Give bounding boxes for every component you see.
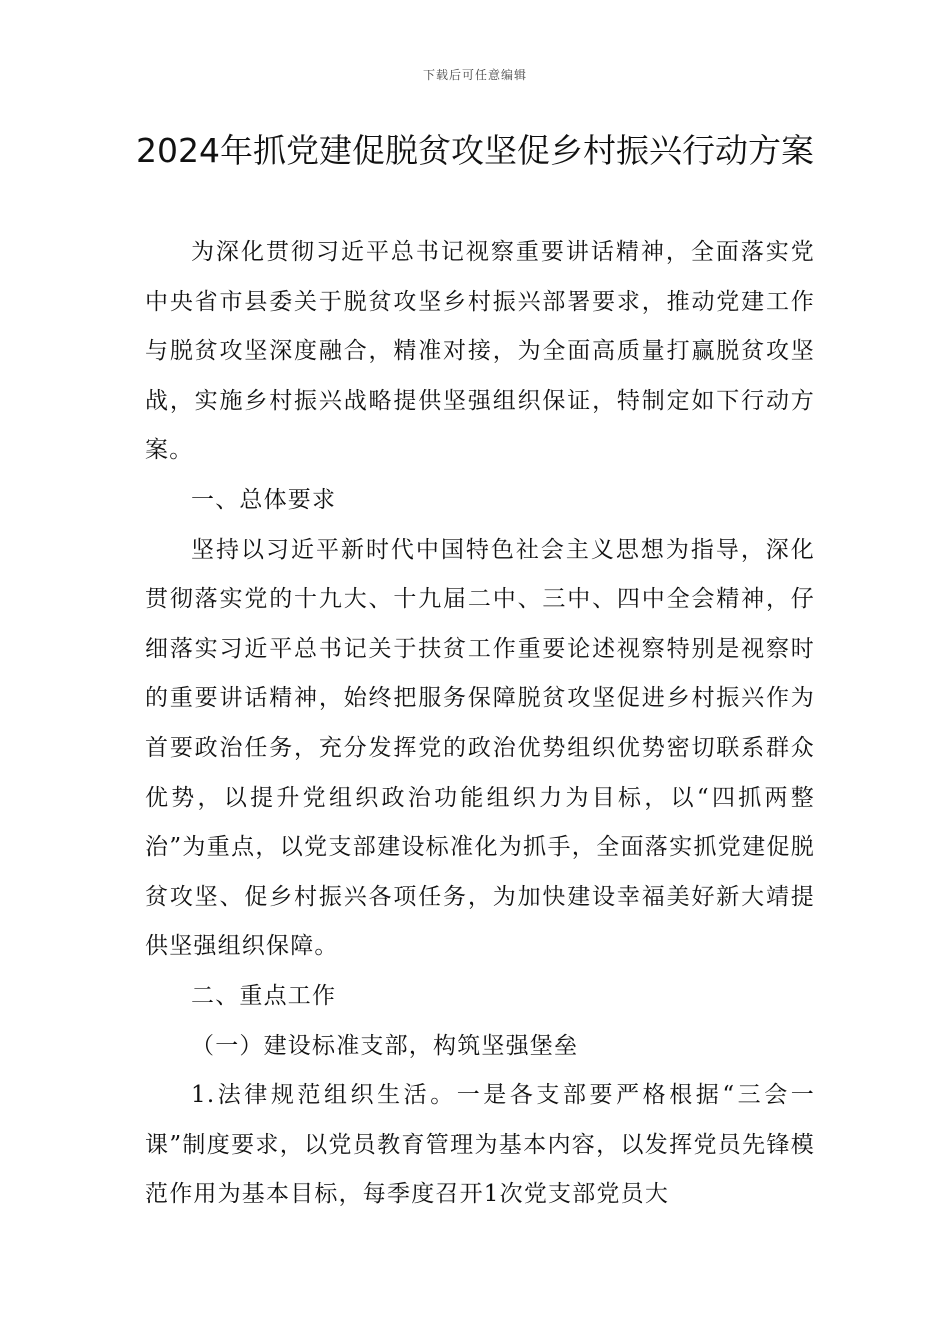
section-heading-general-requirements: 一、总体要求 <box>191 486 337 513</box>
intro-paragraph: 为深化贯彻习近平总书记视察重要讲话精神，全面落实党中央省市县委关于脱贫攻坚乡村振兴部署要求，推动党建工作与脱贫攻坚深度融合，精准对接，为全面高质量打赢脱贫攻坚战，实施乡村振兴战略提供坚强组织保证，特制定如下行动方案。 <box>145 239 815 464</box>
subsection-heading-standard-branch: （一）建设标准支部，构筑坚强堡垒 <box>191 1032 579 1059</box>
header-note: 下载后可任意编辑 <box>422 68 527 82</box>
general-requirements-paragraph: 坚持以习近平新时代中国特色社会主义思想为指导，深化贯彻落实党的十九大、十九届二中、三中、四中全会精神，仔细落实习近平总书记关于扶贫工作重要论述视察特别是视察时的重要讲话精神，始终把服务保障脱贫攻坚促进乡村振兴作为首要政治任务，充分发挥党的政治优势组织优势密切联系群众优势，以提升党组织政治功能组织力为目标，以“四抓两整治”为重点，以党支部建设标准化为抓手，全面落实抓党建促脱贫攻坚、促乡村振兴各项任务，为加快建设幸福美好新大靖提供坚强组织保障。 <box>145 536 815 960</box>
organization-life-paragraph: 1.法律规范组织生活。一是各支部要严格根据“三会一课”制度要求，以党员教育管理为基本内容，以发挥党员先锋模范作用为基本目标，每季度召开1次党支部党员大 <box>145 1082 815 1208</box>
document-title: 2024年抓党建促脱贫攻坚促乡村振兴行动方案 <box>136 131 814 170</box>
section-heading-key-work: 二、重点工作 <box>191 982 337 1009</box>
document-body <box>145 228 815 1220</box>
